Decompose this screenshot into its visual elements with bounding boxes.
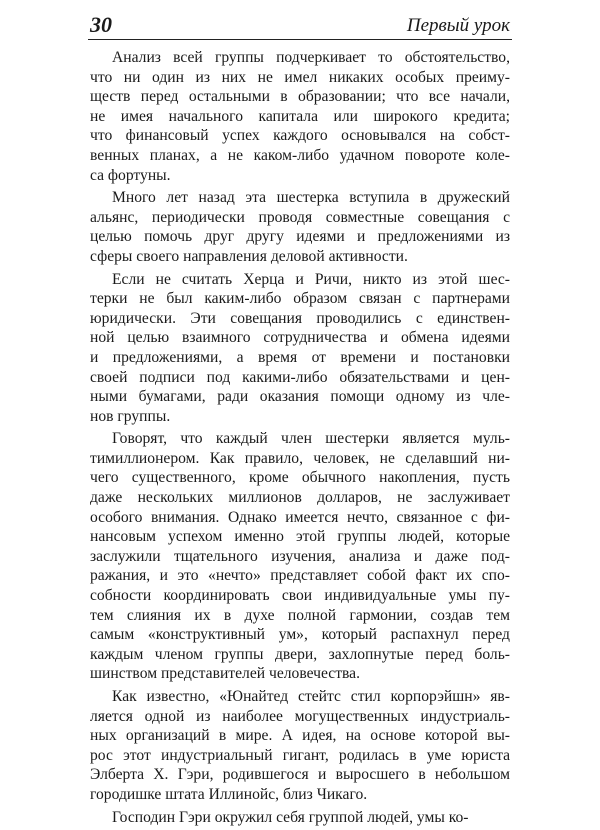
text-line: са фортуны. xyxy=(90,166,171,184)
text-line: терки не был каким-либо образом связан с партнерами xyxy=(90,290,510,308)
text-line: чего существенного, кроме обычного накопления, пусть xyxy=(90,469,510,487)
text-line: собности координировать свои индивидуальные умы пу- xyxy=(90,587,510,605)
text-line: не имея начального капитала или широкого кредита; xyxy=(90,107,510,125)
text-line: самым «конструктивный ум», который распахнул перед xyxy=(90,626,510,644)
text-line: Много лет назад эта шестерка вступила в дружеский xyxy=(112,189,510,207)
text-line: что финансовый успех каждого основывался на собст- xyxy=(90,127,510,145)
text-line: и предложениями, а время от времени и постановки xyxy=(90,348,510,366)
paragraph xyxy=(90,687,510,805)
text-line: альянс, периодически проводя совместные совещания с xyxy=(90,208,510,226)
text-line: ных организаций в мире. А идея, на основе которой вы- xyxy=(90,727,510,745)
text-line: венных планах, а не каком-либо удачном повороте коле- xyxy=(90,146,510,164)
text-line: ными бумагами, ради оказания помощи одному из чле- xyxy=(90,388,510,406)
text-line: городишке штата Иллинойс, близ Чикаго. xyxy=(90,785,368,803)
text-line: ной целью взаимного сотрудничества и обмена идеями xyxy=(90,329,510,347)
text-line: даже нескольких миллионов долларов, не заслуживает xyxy=(90,489,510,507)
text-line: ществ перед остальными в образовании; что все начали, xyxy=(90,88,510,106)
text-line: Элберта Х. Гэри, родившегося и выросшего в небольшом xyxy=(90,766,510,784)
header-rule xyxy=(88,39,512,40)
running-head xyxy=(90,12,510,42)
text-line: сферы своего направления деловой активности. xyxy=(90,247,408,265)
paragraph xyxy=(90,188,510,266)
text-line: Анализ всей группы подчеркивает то обстоятельство, xyxy=(112,49,510,66)
text-line: особого внимания. Однако имеется нечто, связанное с фи- xyxy=(90,508,510,526)
text-line: Если не считать Херца и Ричи, никто из этой шес- xyxy=(112,270,510,288)
text-line: юридически. Эти совещания проводились с единствен- xyxy=(90,309,510,327)
body-text xyxy=(90,48,510,830)
chapter-title: Первый урок xyxy=(406,15,510,36)
text-line: шинством представителей человечества. xyxy=(90,665,360,683)
text-line: тимиллионером. Как правило, человек, не сделавший ни- xyxy=(90,449,510,467)
text-line: Говорят, что каждый член шестерки является муль- xyxy=(112,430,510,448)
text-line: Господин Гэри окружил себя группой людей, умы ко- xyxy=(112,808,469,826)
paragraph xyxy=(90,270,510,427)
text-line: что ни один из них не имел никаких особых преиму- xyxy=(90,68,510,86)
page-number: 30 xyxy=(90,12,112,37)
text-line: заслужили тщательного изучения, анализа и даже под- xyxy=(90,547,510,565)
text-line: нансовым успехом именно этой группы людей, которые xyxy=(90,528,510,546)
text-line: ляется одной из наиболее могущественных индустриаль- xyxy=(90,707,510,725)
text-line: нов группы. xyxy=(90,407,171,425)
paragraph xyxy=(90,808,510,828)
text-line: ражания, и это «нечто» представляет собой факт их спо- xyxy=(90,567,510,585)
text-line: целью помочь друг другу идеями и предложениями из xyxy=(90,228,510,246)
text-line: рос этот индустриальный гигант, родилась в уме юриста xyxy=(90,746,510,764)
paragraph xyxy=(90,429,510,684)
text-line: тем слияния их в духе полной гармонии, создав тем xyxy=(90,606,510,624)
paragraph xyxy=(90,48,510,185)
text-line: каждым членом группы двери, захлопнутые перед боль- xyxy=(90,645,510,663)
text-line: Как известно, «Юнайтед стейтс стил корпорэйшн» яв- xyxy=(112,688,510,705)
text-line: своей подписи под какими-либо обязательствами и цен- xyxy=(90,368,510,386)
